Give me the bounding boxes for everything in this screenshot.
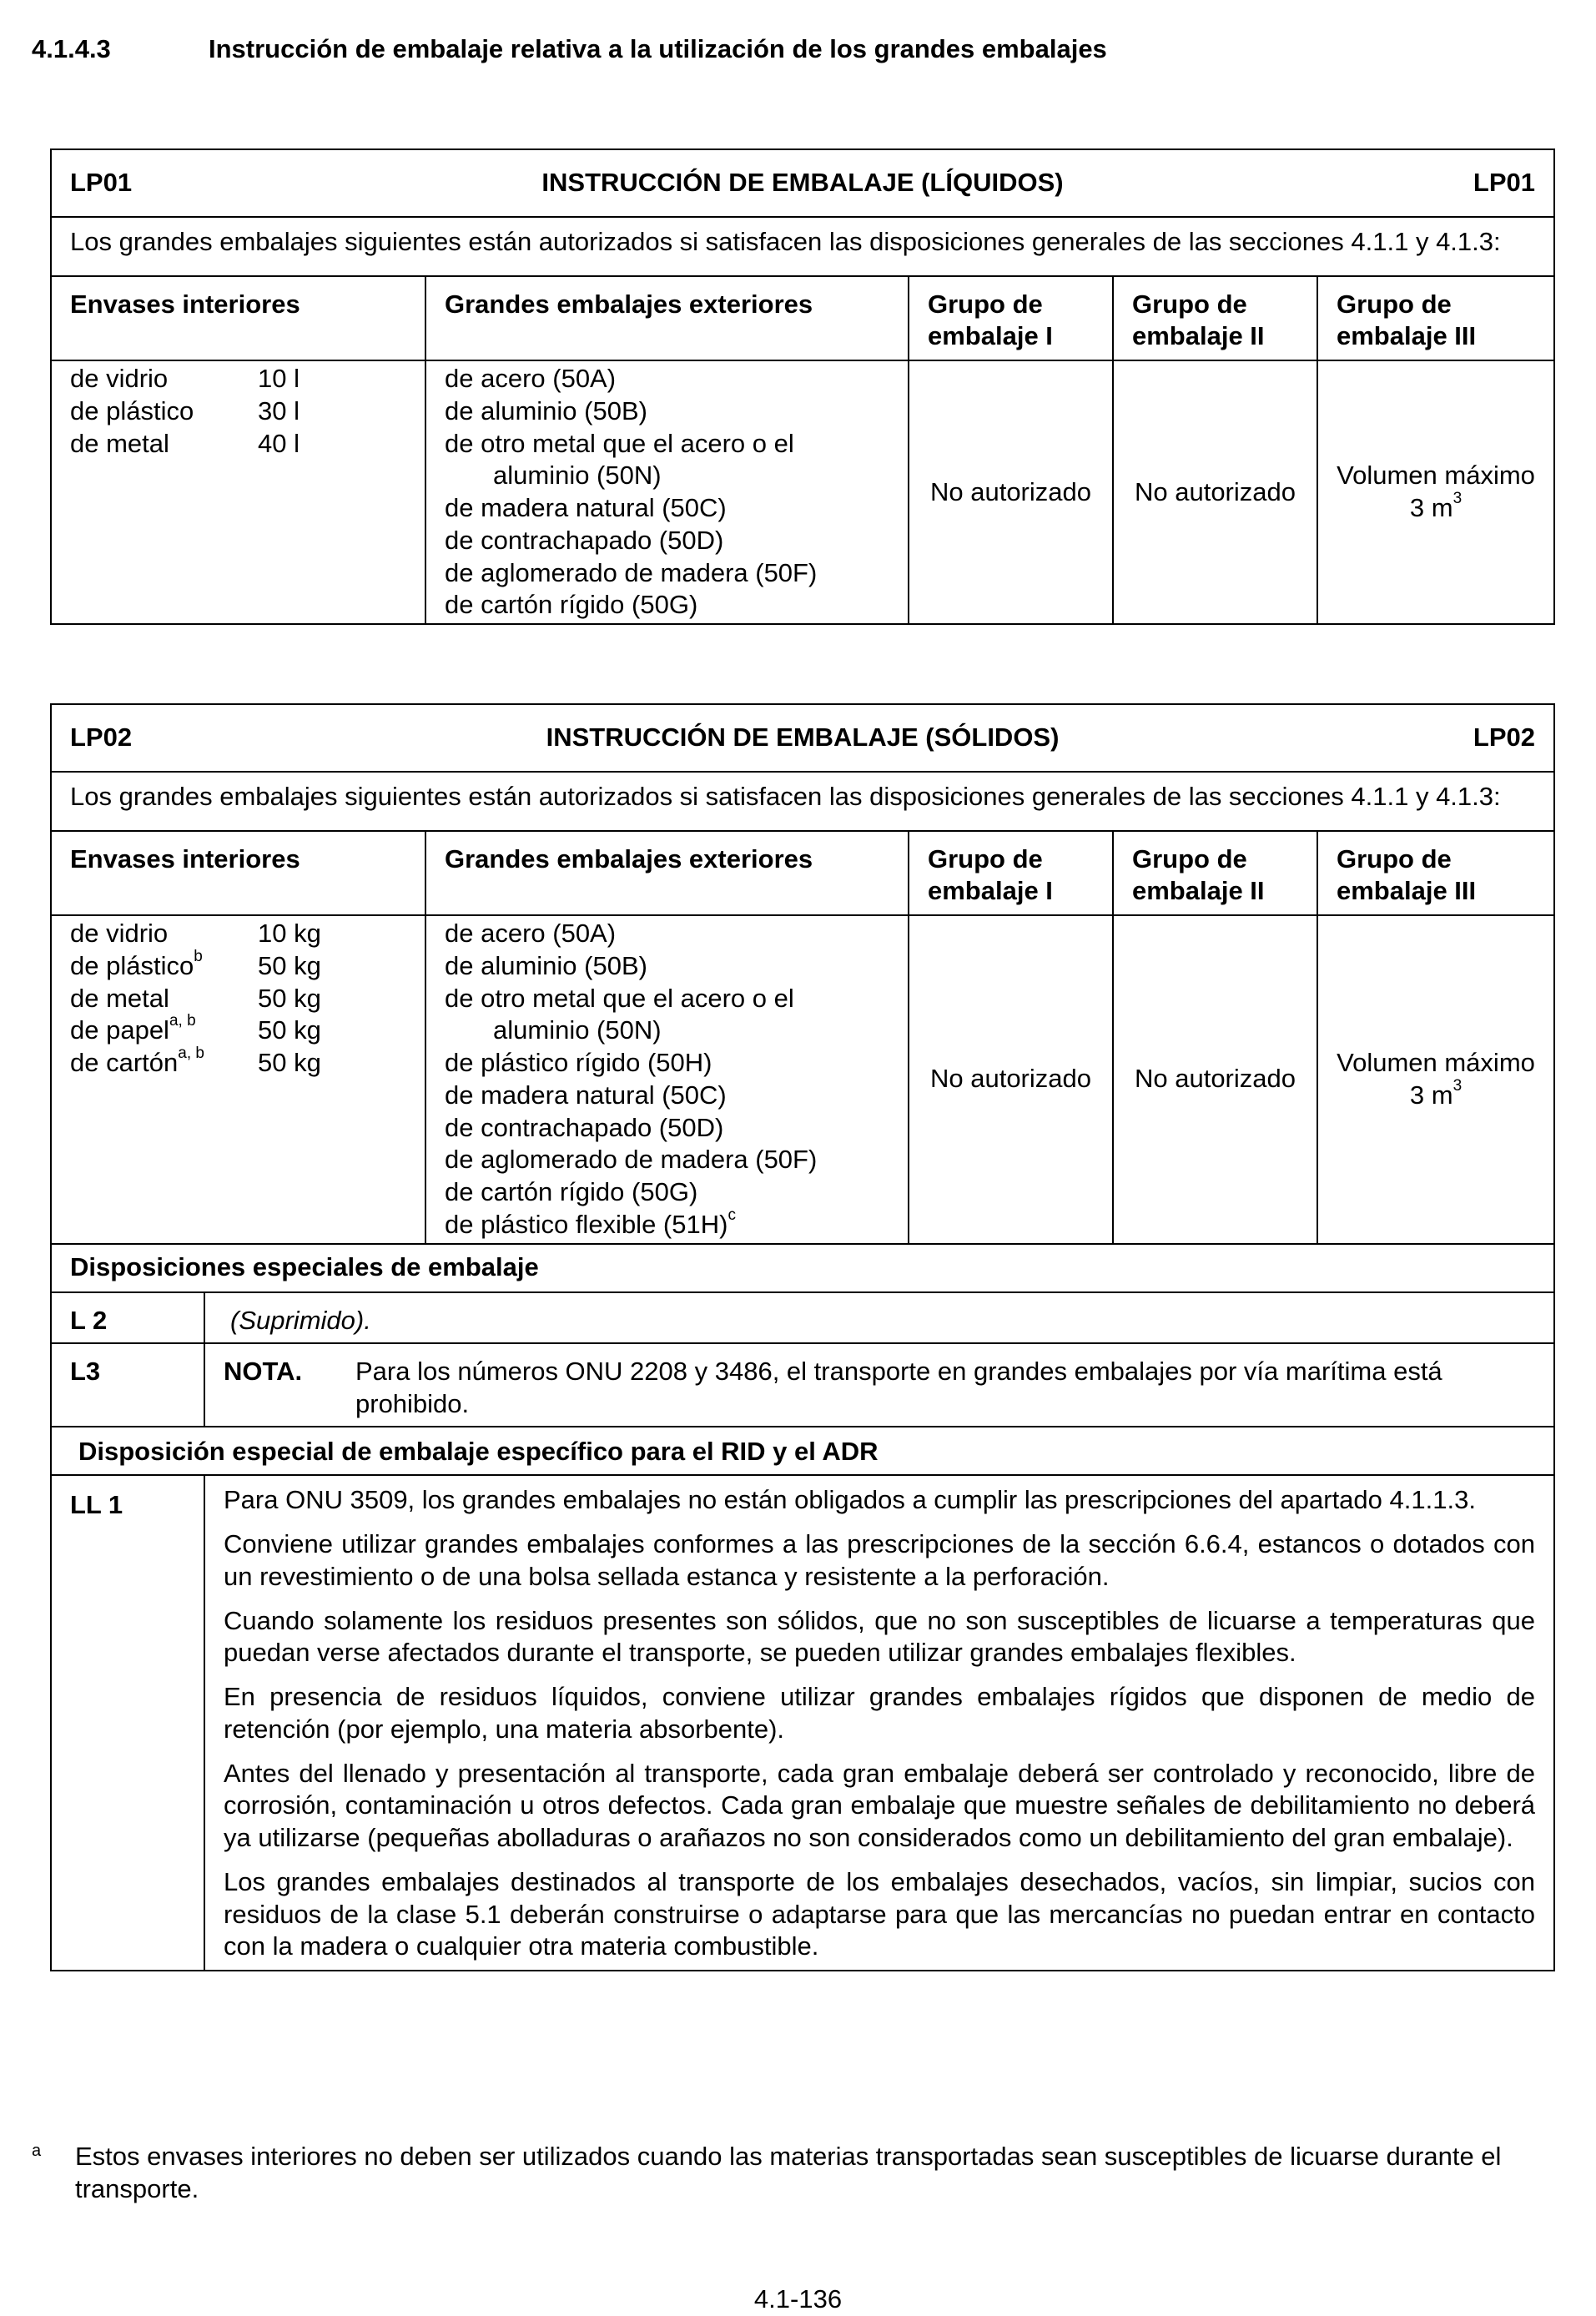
lp02-intro: Los grandes embalajes siguientes están autorizados si satisfacen las disposiciones generales de las secciones 4.1.1 y 4.1.3:	[51, 772, 1554, 831]
list-item: de madera natural (50C)	[445, 493, 727, 522]
list-item: de cartón rígido (50G)	[445, 590, 698, 620]
ll1-text	[204, 1475, 1554, 1971]
list-item: de aluminio (50B)	[445, 950, 647, 980]
list-item: de aglomerado de madera (50F)	[445, 1145, 818, 1175]
lp01-title: INSTRUCCIÓN DE EMBALAJE (LÍQUIDOS)	[541, 168, 1064, 197]
list-item: de cartón$^{a, b}$ 50 kg	[70, 1045, 321, 1077]
list-item: de acero (50A)	[445, 919, 617, 948]
l2-code: L 2	[51, 1292, 204, 1343]
list-item: de metal 40 l	[70, 428, 300, 458]
section-heading	[32, 33, 1107, 66]
lp01-intro: Los grandes embalajes siguientes están autorizados si satisfacen las disposiciones generales de las secciones 4.1.1 y 4.1.3:	[51, 217, 1554, 276]
lp01-pg3-value: Volumen máximo 3 $m^3$	[1317, 360, 1554, 624]
lp02-header-pg1: Grupo de embalaje I	[909, 831, 1113, 916]
l3-code: L3	[51, 1343, 204, 1427]
lp02-pg3-value: Volumen máximo 3 $m^3$	[1317, 915, 1554, 1244]
lp02-header-inner: Envases interiores	[51, 831, 425, 916]
special-provisions-heading: Disposiciones especiales de embalaje	[51, 1244, 1554, 1293]
nota-text: Para los números ONU 2208 y 3486, el transporte en grandes embalajes por vía marítima está prohibido.	[355, 1357, 1442, 1418]
ll1-paragraph: Los grandes embalajes destinados al transporte de los embalajes desechados, vacíos, sin limpiar, sucios con residuos de la clase 5.1 deberán construirse o adaptarse para que las mercancías no puedan entrar en contacto con la madera o cualquier otra materia combustible.	[224, 1866, 1536, 1961]
list-item: de vidrio 10 kg	[70, 919, 321, 948]
lp01-code-right: LP01	[1473, 168, 1536, 197]
lp01-header-pg2: Grupo de embalaje II	[1113, 276, 1317, 361]
lp02-title: INSTRUCCIÓN DE EMBALAJE (SÓLIDOS)	[546, 722, 1060, 752]
ll1-paragraph: Antes del llenado y presentación al transporte, cada gran embalaje deberá ser controlado y reconocido, libre de corrosión, contaminación u otros defectos. Cada gran embalaje que muestre señales de debilitamiento no deberá ya utilizarse (pequeñas abolladuras o arañazos no son considerados como un debilitamiento del gran embalaje).	[224, 1758, 1536, 1852]
lp01-header-pg1: Grupo de embalaje I	[909, 276, 1113, 361]
lp02-title-row	[51, 704, 1554, 772]
list-item: aluminio (50N)	[493, 1015, 662, 1045]
ll1-paragraph: Para ONU 3509, los grandes embalajes no están obligados a cumplir las prescripciones del apartado 4.1.1.3.	[224, 1485, 1476, 1515]
lp02-header-outer: Grandes embalajes exteriores	[425, 831, 909, 916]
lp02-code-right: LP02	[1473, 722, 1536, 752]
lp01-inner-list	[51, 360, 425, 624]
list-item: de vidrio 10 l	[70, 364, 300, 393]
ll1-paragraph: Conviene utilizar grandes embalajes conformes a las prescripciones de la sección 6.6.4, estancos o dotados con un revestimiento o de una bolsa sellada estanca y resistente a la perforación.	[224, 1529, 1536, 1591]
section-title: Instrucción de embalaje relativa a la utilización de los grandes embalajes	[209, 34, 1107, 63]
section-number: 4.1.4.3	[32, 34, 111, 63]
lp02-header-pg2: Grupo de embalaje II	[1113, 831, 1317, 916]
list-item: de acero (50A)	[445, 364, 617, 393]
page-number: 4.1-136	[753, 2284, 843, 2313]
lp02-outer-list	[425, 915, 909, 1244]
nota-label: NOTA.	[224, 1357, 303, 1386]
list-item: de metal 50 kg	[70, 983, 321, 1013]
ll1-paragraph: Cuando solamente los residuos presentes son sólidos, que no son susceptibles de licuarse a temperaturas que puedan verse afectados durante el transporte, se pueden utilizar grandes embalajes flexibles.	[224, 1605, 1536, 1668]
list-item: de otro metal que el acero o el	[445, 428, 794, 458]
ll1-paragraph: En presencia de residuos líquidos, conviene utilizar grandes embalajes rígidos que disponen de medio de retención (por ejemplo, una materia absorbente).	[224, 1682, 1536, 1744]
l2-text: (Suprimido).	[204, 1292, 1554, 1343]
lp01-header-outer: Grandes embalajes exteriores	[425, 276, 909, 361]
list-item: de contrachapado (50D)	[445, 1112, 724, 1142]
lp02-pg1-value: No autorizado	[909, 915, 1113, 1244]
lp01-table	[50, 149, 1555, 625]
lp01-pg2-value: No autorizado	[1113, 360, 1317, 624]
list-item: de plástico flexible $(51H)^c$	[445, 1206, 736, 1239]
lp01-code-left: LP01	[70, 168, 133, 197]
list-item: de plástico$^b$ 50 kg	[70, 947, 321, 980]
list-item: de plástico rígido (50H)	[445, 1048, 712, 1077]
lp01-title-row	[51, 149, 1554, 217]
ll1-code: LL 1	[51, 1475, 204, 1971]
lp01-header-pg3: Grupo de embalaje III	[1317, 276, 1554, 361]
list-item: de papel$^{a, b}$ 50 kg	[70, 1012, 321, 1045]
lp02-code-left: LP02	[70, 722, 133, 752]
list-item: de cartón rígido (50G)	[445, 1177, 698, 1206]
lp01-pg1-value: No autorizado	[909, 360, 1113, 624]
footnote-mark: a	[32, 2142, 42, 2160]
l3-text	[204, 1343, 1554, 1427]
list-item: de plástico 30 l	[70, 395, 300, 425]
list-item: de otro metal que el acero o el	[445, 983, 794, 1013]
lp02-header-pg3: Grupo de embalaje III	[1317, 831, 1554, 916]
lp02-pg2-value: No autorizado	[1113, 915, 1317, 1244]
list-item: de aluminio (50B)	[445, 395, 647, 425]
footnote-text: Estos envases interiores no deben ser utilizados cuando las materias transportadas sean susceptibles de licuarse durante el transporte.	[75, 2142, 1502, 2203]
list-item: de madera natural (50C)	[445, 1080, 727, 1110]
lp01-header-inner: Envases interiores	[51, 276, 425, 361]
list-item: aluminio (50N)	[493, 461, 662, 491]
lp02-table	[50, 703, 1555, 1971]
list-item: de aglomerado de madera (50F)	[445, 557, 818, 587]
rid-adr-heading: Disposición especial de embalaje específico para el RID y el ADR	[51, 1427, 1554, 1476]
lp01-outer-list	[425, 360, 909, 624]
list-item: de contrachapado (50D)	[445, 525, 724, 555]
footnote	[32, 2141, 1525, 2206]
lp02-inner-list	[51, 915, 425, 1244]
